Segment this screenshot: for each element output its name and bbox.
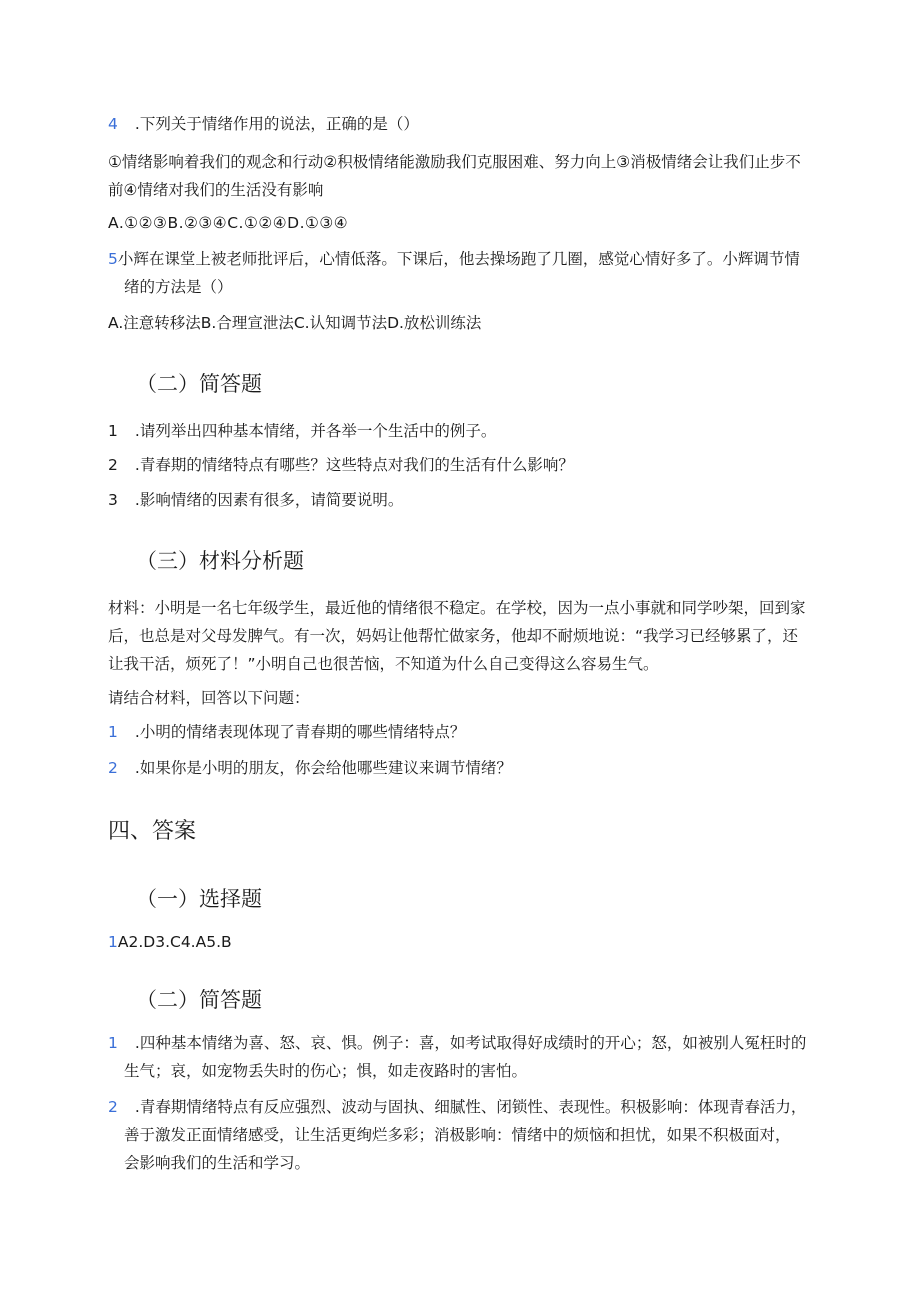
material-line3: 让我干活，烦死了！”小明自己也很苦恼，不知道为什么自己变得这么容易生气。 bbox=[108, 655, 659, 673]
question-4-stem bbox=[108, 114, 419, 134]
answer-2-line2: 善于激发正面情绪感受，让生活更绚烂多彩；消极影响：情绪中的烦恼和担忧，如果不积极面对， bbox=[124, 1126, 791, 1144]
item-text: .青春期的情绪特点有哪些？这些特点对我们的生活有什么影响？ bbox=[130, 456, 574, 474]
short-answer-item bbox=[108, 490, 403, 510]
question-5-stem-line2: 绪的方法是（） bbox=[124, 278, 233, 296]
question-text: .下列关于情绪作用的说法，正确的是（） bbox=[130, 115, 419, 133]
answer-text: .四种基本情绪为喜、怒、哀、惧。例子：喜，如考试取得好成绩时的开心；怒，如被别人冤枉时的 bbox=[130, 1034, 807, 1052]
question-text: 小辉在课堂上被老师批评后，心情低落。下课后，他去操场跑了几圈，感觉心情好多了。小辉调节情 bbox=[117, 250, 800, 268]
question-5-options: A.注意转移法B.合理宣泄法C.认知调节法D.放松训练法 bbox=[108, 314, 482, 332]
item-number: 1 bbox=[108, 422, 118, 440]
answers-choice-line bbox=[108, 932, 232, 952]
material-question bbox=[108, 758, 512, 778]
item-number: 1 bbox=[108, 933, 118, 951]
item-text: .小明的情绪表现体现了青春期的哪些情绪特点？ bbox=[130, 723, 466, 741]
section-title-short-answer: （二）简答题 bbox=[136, 372, 262, 396]
answers-heading: 四、答案 bbox=[108, 819, 197, 844]
answer-1-line1 bbox=[108, 1033, 806, 1053]
answers-short-title: （二）简答题 bbox=[136, 988, 262, 1012]
question-5-stem-line1 bbox=[108, 249, 800, 269]
material-question bbox=[108, 722, 465, 742]
question-4-statements-line1: ①情绪影响着我们的观念和行动②积极情绪能激励我们克服困难、努力向上③消极情绪会让我们止步不 bbox=[108, 153, 801, 171]
item-number: 2 bbox=[108, 456, 118, 474]
answer-2-line1 bbox=[108, 1097, 806, 1117]
short-answer-item bbox=[108, 421, 496, 441]
answer-text: .青春期情绪特点有反应强烈、波动与固执、细腻性、闭锁性、表现性。积极影响：体现青春活力， bbox=[130, 1098, 807, 1116]
choice-answers: A2.D3.C4.A5.B bbox=[117, 933, 232, 951]
item-number: 1 bbox=[108, 1034, 118, 1052]
item-number: 2 bbox=[108, 1098, 118, 1116]
question-number: 4 bbox=[108, 115, 118, 133]
item-text: .如果你是小明的朋友，你会给他哪些建议来调节情绪？ bbox=[130, 759, 512, 777]
question-4-options: A.①②③B.②③④C.①②④D.①③④ bbox=[108, 214, 349, 232]
answer-1-line2: 生气；哀，如宠物丢失时的伤心；惧，如走夜路时的害怕。 bbox=[124, 1062, 528, 1080]
item-text: .影响情绪的因素有很多，请简要说明。 bbox=[130, 491, 404, 509]
short-answer-item bbox=[108, 455, 574, 475]
item-number: 1 bbox=[108, 723, 118, 741]
question-number: 5 bbox=[108, 250, 118, 268]
item-number: 2 bbox=[108, 759, 118, 777]
material-line2: 后，也总是对父母发脾气。有一次，妈妈让他帮忙做家务，他却不耐烦地说：“我学习已经够累了，还 bbox=[108, 627, 799, 645]
question-4-statements-line2: 前④情绪对我们的生活没有影响 bbox=[108, 181, 324, 199]
material-line1: 材料：小明是一名七年级学生，最近他的情绪很不稳定。在学校，因为一点小事就和同学吵架，回到家 bbox=[108, 599, 806, 617]
item-number: 3 bbox=[108, 491, 118, 509]
section-title-material-analysis: （三）材料分析题 bbox=[136, 549, 304, 573]
item-text: .请列举出四种基本情绪，并各举一个生活中的例子。 bbox=[130, 422, 497, 440]
material-prompt: 请结合材料，回答以下问题： bbox=[108, 689, 310, 707]
answers-choice-title: （一）选择题 bbox=[136, 887, 262, 911]
answer-2-line3: 会影响我们的生活和学习。 bbox=[124, 1154, 311, 1172]
